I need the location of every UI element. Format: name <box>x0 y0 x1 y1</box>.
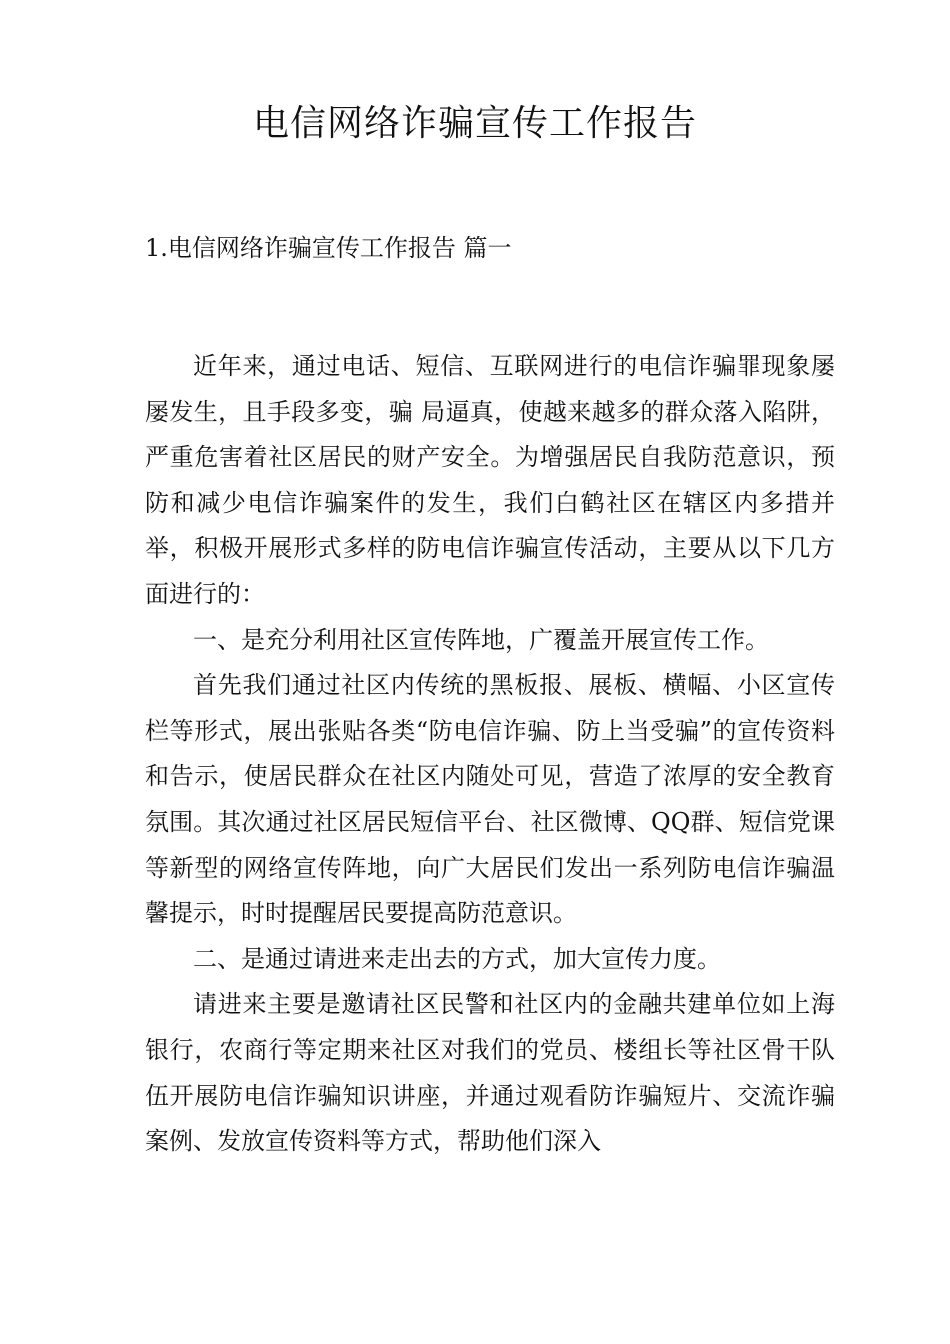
section-heading: 1.电信网络诈骗宣传工作报告 篇一 <box>145 234 512 262</box>
document-body <box>145 344 835 1165</box>
paragraph-intro: 近年来，通过电话、短信、互联网进行的电信诈骗罪现象屡屡发生，且手段多变，骗 局逼真，使越来越多的群众落入陷阱，严重危害着社区居民的财产安全。为增强居民自我防范意识，预防和减少电信诈骗案件的发生，我们白鹤社区在辖区内多措并举，积极开展形式多样的防电信诈骗宣传活动，主要从以下几方面进行的： <box>145 352 835 608</box>
paragraph-point-two-detail: 请进来主要是邀请社区民警和社区内的金融共建单位如上海银行，农商行等定期来社区对我们的党员、楼组长等社区骨干队伍开展防电信诈骗知识讲座，并通过观看防诈骗短片、交流诈骗案例、发放宣传资料等方式，帮助他们深入 <box>145 990 835 1156</box>
paragraph-point-one: 一、是充分利用社区宣传阵地，广覆盖开展宣传工作。 <box>193 625 769 654</box>
document-title: 电信网络诈骗宣传工作报告 <box>252 103 697 144</box>
paragraph-point-two: 二、是通过请进来走出去的方式，加大宣传力度。 <box>193 944 721 973</box>
paragraph-point-one-detail: 首先我们通过社区内传统的黑板报、展板、横幅、小区宣传栏等形式，展出张贴各类“防电信诈骗、防上当受骗”的宣传资料和告示，使居民群众在社区内随处可见，营造了浓厚的安全教育氛围。其次通过社区居民短信平台、社区微博、QQ群、短信党课等新型的网络宣传阵地，向广大居民们发出一系列防电信诈骗温馨提示，时时提醒居民要提高防范意识。 <box>145 671 835 928</box>
